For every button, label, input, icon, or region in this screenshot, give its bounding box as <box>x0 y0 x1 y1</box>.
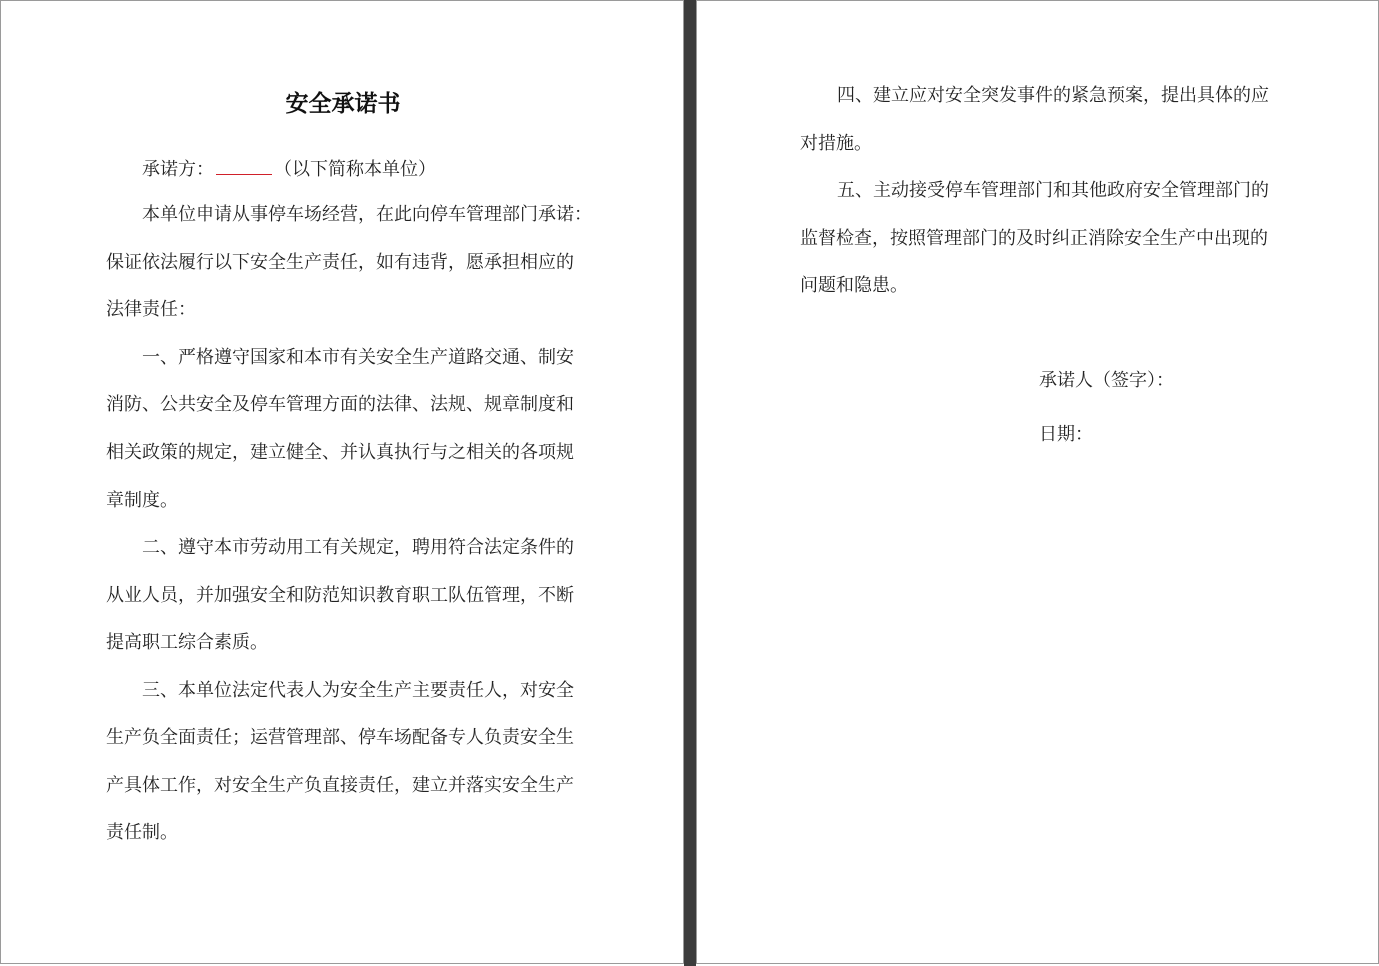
paragraph-line: 保证依法履行以下安全生产责任，如有违背，愿承担相应的 <box>106 252 574 273</box>
promisor-label: 承诺方： <box>142 159 214 180</box>
clause-1-line: 一、严格遵守国家和本市有关安全生产道路交通、制安 <box>142 347 574 368</box>
page-2 <box>696 0 1379 964</box>
clause-3-line: 生产负全面责任；运营管理部、停车场配备专人负责安全生 <box>106 727 574 748</box>
clause-1-line: 消防、公共安全及停车管理方面的法律、法规、规章制度和 <box>106 394 574 415</box>
clause-2-line: 二、遵守本市劳动用工有关规定，聘用符合法定条件的 <box>142 537 574 558</box>
page-gutter <box>684 0 696 966</box>
clause-3-line: 责任制。 <box>106 822 178 843</box>
clause-2-line: 提高职工综合素质。 <box>106 632 268 653</box>
clause-1-line: 章制度。 <box>106 490 178 511</box>
paragraph-line: 法律责任： <box>106 299 196 320</box>
promisor-blank[interactable] <box>216 156 272 175</box>
clause-5-line: 问题和隐患。 <box>800 275 908 296</box>
signature-label: 承诺人（签字）： <box>1039 370 1174 391</box>
clause-5-line: 监督检查，按照管理部门的及时纠正消除安全生产中出现的 <box>800 228 1268 249</box>
page-1 <box>0 0 684 964</box>
clause-4-line: 四、建立应对安全突发事件的紧急预案，提出具体的应 <box>837 85 1269 106</box>
document-title: 安全承诺书 <box>285 91 401 117</box>
clause-3-line: 产具体工作，对安全生产负直接责任，建立并落实安全生产 <box>106 775 574 796</box>
clause-4-line: 对措施。 <box>800 133 872 154</box>
clause-5-line: 五、主动接受停车管理部门和其他政府安全管理部门的 <box>837 180 1269 201</box>
promisor-suffix: （以下简称本单位） <box>274 159 436 180</box>
clause-2-line: 从业人员，并加强安全和防范知识教育职工队伍管理，不断 <box>106 585 574 606</box>
clause-3-line: 三、本单位法定代表人为安全生产主要责任人，对安全 <box>142 680 574 701</box>
promisor-line <box>142 156 436 182</box>
paragraph-line: 本单位申请从事停车场经营，在此向停车管理部门承诺： <box>142 204 592 225</box>
date-label: 日期： <box>1039 424 1093 445</box>
clause-1-line: 相关政策的规定，建立健全、并认真执行与之相关的各项规 <box>106 442 574 463</box>
